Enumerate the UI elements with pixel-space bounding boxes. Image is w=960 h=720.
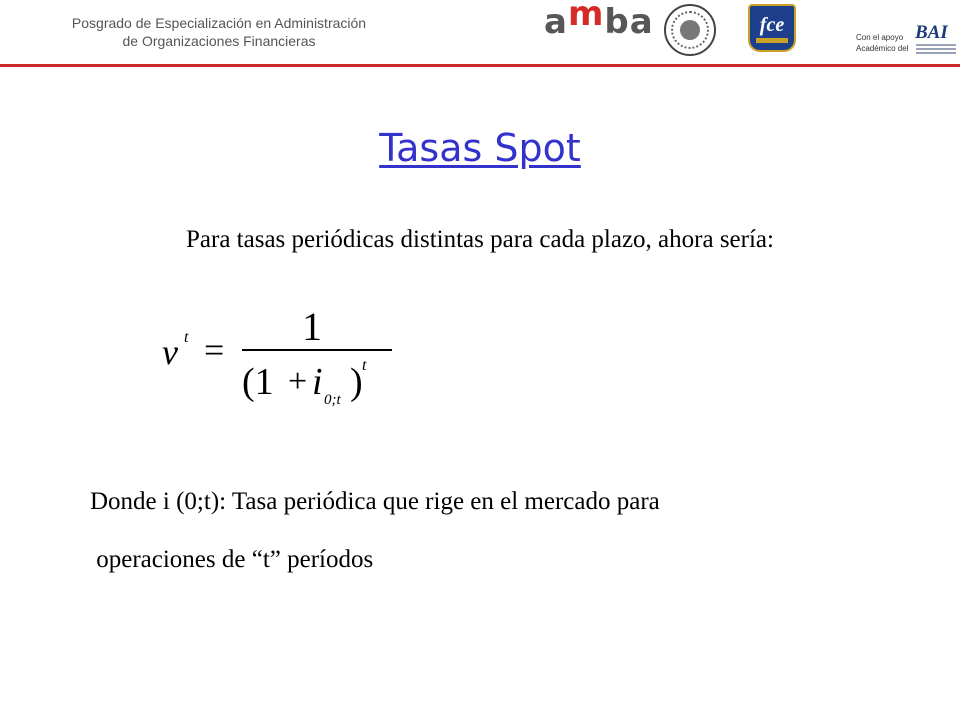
fce-logo-text: fce xyxy=(759,14,785,36)
bai-logo: BAI xyxy=(915,22,948,43)
support-text-line2: Académico del xyxy=(856,44,909,53)
formula-denominator-close: ) xyxy=(350,361,363,403)
amba-logo-a: a xyxy=(544,2,568,42)
discount-factor-formula xyxy=(160,298,400,408)
formula-rate-subscript: 0;t xyxy=(324,392,341,408)
university-seal-logo xyxy=(664,4,716,56)
fce-logo xyxy=(748,4,796,52)
formula-rate-symbol: i xyxy=(312,361,323,403)
formula-lhs-exponent: t xyxy=(184,329,189,346)
formula-lhs-base: v xyxy=(162,332,178,372)
formula-numerator: 1 xyxy=(302,304,322,349)
support-text xyxy=(856,32,908,54)
support-text-line1: Con el apoyo xyxy=(856,33,904,42)
amba-logo-ba: ba xyxy=(604,2,654,42)
program-name xyxy=(28,14,410,50)
fce-logo-bar xyxy=(756,38,788,43)
formula-denominator-exponent: t xyxy=(362,357,367,374)
slide-title: Tasas Spot xyxy=(379,126,581,170)
formula-denominator-open: (1 xyxy=(242,361,274,403)
amba-logo xyxy=(544,2,654,42)
formula-plus: + xyxy=(288,363,308,400)
program-name-line1: Posgrado de Especialización en Administración xyxy=(71,15,367,31)
formula-equals: = xyxy=(204,330,225,370)
amba-logo-m: m xyxy=(567,0,605,34)
definition-line-1: Donde i (0;t): Tasa periódica que rige en el mercado para xyxy=(90,488,660,515)
definition-line-2: operaciones de “t” períodos xyxy=(90,546,374,573)
header-divider xyxy=(0,64,960,67)
intro-text: Para tasas periódicas distintas para cada plazo, ahora sería: xyxy=(186,226,774,253)
bai-logo-lines xyxy=(916,44,956,56)
program-name-line2: de Organizaciones Financieras xyxy=(122,33,316,49)
